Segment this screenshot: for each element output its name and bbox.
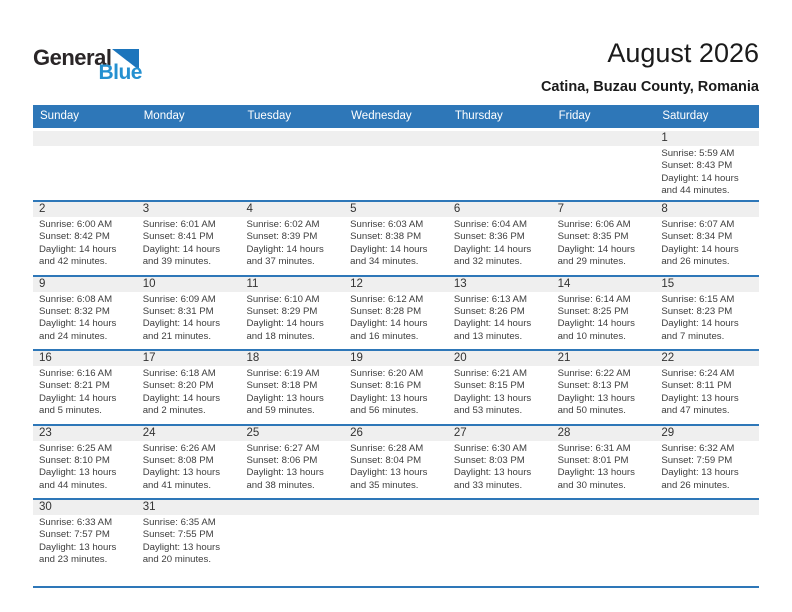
day-number: 23 — [39, 426, 52, 439]
day-detail-line: Sunrise: 6:15 AM — [661, 293, 735, 305]
day-detail-line: Sunrise: 6:16 AM — [39, 368, 113, 379]
day-number-band — [344, 131, 448, 146]
day-detail-line: Sunrise: 6:20 AM — [350, 368, 424, 379]
day-detail-line: Sunset: 8:16 PM — [350, 380, 422, 392]
day-detail-line: Daylight: 13 hours — [350, 392, 428, 404]
day-detail-line: and 7 minutes. — [661, 330, 725, 342]
day-detail-line: Sunset: 8:03 PM — [453, 454, 525, 466]
day-number: 27 — [453, 426, 467, 439]
day-detail-line: Sunrise: 6:31 AM — [557, 442, 631, 454]
empty-day-cell — [552, 131, 656, 200]
day-number-band — [344, 351, 448, 366]
weekday-friday: Friday — [558, 110, 591, 122]
day-detail-line: Sunrise: 6:28 AM — [350, 442, 424, 454]
day-detail-line: and 20 minutes. — [142, 554, 211, 566]
day-number-band — [33, 500, 137, 515]
day-details — [344, 441, 448, 493]
day-number-band — [33, 351, 137, 366]
day-details — [448, 292, 552, 344]
day-number-band — [448, 131, 552, 146]
day-number-band — [344, 277, 448, 292]
day-number-band — [33, 426, 137, 441]
day-details — [448, 366, 552, 418]
day-detail-line: Sunset: 8:43 PM — [661, 160, 733, 172]
day-detail-line: Daylight: 13 hours — [39, 467, 117, 479]
day-detail-line: Sunset: 8:04 PM — [350, 454, 422, 466]
day-number: 13 — [453, 277, 467, 290]
day-number-band — [552, 351, 656, 366]
day-detail-line: Daylight: 13 hours — [453, 467, 532, 479]
day-details — [448, 441, 552, 493]
day-detail-line: Sunset: 8:26 PM — [453, 305, 525, 317]
day-number: 28 — [557, 426, 571, 439]
day-detail-line: and 47 minutes. — [661, 405, 730, 417]
day-details — [552, 441, 656, 493]
day-number-band — [137, 351, 241, 366]
day-number-band — [655, 277, 759, 292]
weekday-monday: Monday — [143, 110, 185, 122]
day-cell — [552, 277, 656, 350]
day-cell — [33, 277, 137, 350]
day-details — [344, 366, 448, 418]
day-detail-line: and 33 minutes. — [453, 479, 523, 491]
day-number-band — [655, 426, 759, 441]
day-details — [552, 292, 656, 344]
day-number-band — [552, 277, 656, 292]
day-cell — [240, 277, 344, 350]
day-number: 12 — [350, 277, 363, 290]
general-blue-logo — [33, 46, 143, 85]
day-number: 30 — [39, 501, 52, 513]
day-detail-line: Daylight: 14 hours — [142, 243, 221, 255]
day-detail-line: Sunset: 8:23 PM — [661, 305, 733, 317]
day-number-band — [448, 351, 552, 366]
empty-day-cell — [240, 500, 344, 586]
day-details — [344, 217, 448, 269]
page-title: August 2026 — [607, 38, 759, 68]
weekday-header-row — [33, 105, 759, 128]
day-number-band — [448, 277, 552, 292]
day-detail-line: Sunrise: 6:04 AM — [453, 219, 527, 230]
day-cell — [137, 202, 241, 275]
day-cell — [448, 351, 552, 424]
day-detail-line: Sunset: 8:11 PM — [661, 380, 732, 392]
day-detail-line: and 50 minutes. — [557, 405, 626, 417]
day-detail-line: Sunset: 8:42 PM — [39, 231, 110, 243]
day-cell — [137, 277, 241, 350]
day-number: 20 — [453, 352, 467, 364]
day-cell — [137, 426, 241, 499]
day-detail-line: Daylight: 14 hours — [350, 318, 428, 330]
day-detail-line: and 35 minutes. — [350, 479, 419, 491]
day-detail-line: and 29 minutes. — [557, 256, 626, 268]
day-detail-line: Sunrise: 6:18 AM — [142, 368, 216, 379]
day-detail-line: Daylight: 13 hours — [39, 541, 117, 553]
day-details — [448, 217, 552, 269]
day-detail-line: Sunrise: 6:10 AM — [246, 293, 320, 305]
day-details — [240, 217, 344, 269]
day-detail-line: Sunrise: 6:21 AM — [453, 368, 527, 379]
day-detail-line: Sunrise: 6:30 AM — [453, 442, 527, 454]
day-number-band — [137, 500, 241, 515]
day-detail-line: Sunrise: 6:12 AM — [350, 293, 424, 305]
day-number-band — [137, 426, 241, 441]
day-detail-line: and 32 minutes. — [453, 256, 523, 268]
day-number-band — [655, 202, 759, 217]
day-details — [137, 292, 241, 344]
day-detail-line: Daylight: 13 hours — [142, 541, 221, 553]
day-cell — [552, 202, 656, 275]
logo-text-blue: Blue — [98, 61, 142, 84]
day-cell — [137, 351, 241, 424]
day-cell — [33, 351, 137, 424]
day-number-band — [448, 500, 552, 515]
day-number-band — [552, 500, 656, 515]
day-detail-line: and 23 minutes. — [39, 554, 108, 566]
day-number-band — [655, 131, 759, 146]
day-detail-line: Sunset: 7:59 PM — [661, 454, 733, 466]
day-detail-line: Daylight: 14 hours — [557, 318, 635, 330]
day-detail-line: Sunset: 7:55 PM — [142, 529, 214, 541]
day-details — [137, 217, 241, 269]
day-details — [137, 441, 241, 493]
empty-day-cell — [552, 500, 656, 586]
day-details — [344, 292, 448, 344]
day-number: 25 — [246, 426, 260, 439]
day-cell — [655, 426, 759, 499]
day-number-band — [344, 500, 448, 515]
day-number-band — [137, 202, 241, 217]
day-number: 24 — [142, 426, 156, 439]
day-detail-line: and 41 minutes. — [142, 479, 211, 491]
day-detail-line: Sunset: 7:57 PM — [39, 529, 110, 541]
day-detail-line: and 16 minutes. — [350, 330, 419, 342]
day-number-band — [33, 131, 137, 146]
day-detail-line: and 18 minutes. — [246, 330, 315, 342]
day-detail-line: Daylight: 14 hours — [142, 392, 221, 404]
day-cell — [448, 277, 552, 350]
day-detail-line: Sunset: 8:41 PM — [142, 231, 214, 243]
day-number: 21 — [557, 352, 571, 364]
day-detail-line: Sunset: 8:21 PM — [39, 380, 110, 392]
logo-text-general: General — [33, 45, 112, 70]
day-number: 16 — [39, 352, 52, 364]
day-detail-line: Sunrise: 6:25 AM — [39, 442, 113, 454]
day-detail-line: and 2 minutes. — [142, 405, 206, 417]
day-number: 14 — [557, 277, 571, 290]
day-number: 2 — [39, 203, 46, 215]
day-detail-line: and 21 minutes. — [142, 330, 211, 342]
day-cell — [655, 277, 759, 350]
day-number: 22 — [661, 352, 675, 364]
day-detail-line: Sunset: 8:38 PM — [350, 231, 422, 243]
empty-day-cell — [33, 131, 137, 200]
day-detail-line: Sunset: 8:15 PM — [453, 380, 525, 392]
week-row — [33, 424, 759, 499]
day-number-band — [655, 351, 759, 366]
day-detail-line: Sunset: 8:36 PM — [453, 231, 525, 243]
day-cell — [137, 500, 241, 586]
day-detail-line: Sunrise: 6:07 AM — [661, 219, 735, 230]
day-number: 8 — [661, 203, 668, 215]
day-detail-line: and 26 minutes. — [661, 256, 730, 268]
day-details — [655, 146, 759, 198]
day-details — [552, 366, 656, 418]
day-number-band — [448, 202, 552, 217]
day-number: 15 — [661, 277, 675, 290]
day-detail-line: and 10 minutes. — [557, 330, 626, 342]
weekday-wednesday: Wednesday — [351, 110, 412, 122]
calendar-table — [33, 105, 759, 588]
day-details — [240, 292, 344, 344]
day-details — [33, 441, 137, 493]
day-detail-line: Daylight: 14 hours — [661, 318, 739, 330]
day-detail-line: and 37 minutes. — [246, 256, 315, 268]
day-number: 6 — [453, 203, 461, 215]
day-detail-line: Daylight: 14 hours — [350, 243, 428, 255]
day-detail-line: Sunset: 8:20 PM — [142, 380, 214, 392]
day-detail-line: and 34 minutes. — [350, 256, 419, 268]
day-number-band — [240, 277, 344, 292]
day-detail-line: and 44 minutes. — [661, 185, 730, 197]
day-number-band — [240, 500, 344, 515]
day-detail-line: Sunrise: 6:35 AM — [142, 517, 216, 528]
day-detail-line: Daylight: 14 hours — [453, 318, 532, 330]
day-detail-line: Daylight: 14 hours — [246, 318, 324, 330]
empty-day-cell — [448, 500, 552, 586]
day-detail-line: Sunrise: 5:59 AM — [661, 148, 735, 159]
day-detail-line: Sunset: 8:18 PM — [246, 380, 318, 392]
day-details — [33, 366, 137, 418]
day-number: 11 — [246, 277, 259, 290]
day-detail-line: Sunset: 8:13 PM — [557, 380, 629, 392]
empty-day-cell — [344, 500, 448, 586]
day-number-band — [655, 500, 759, 515]
day-number-band — [33, 277, 137, 292]
day-details — [33, 292, 137, 344]
day-cell — [33, 500, 137, 586]
day-number: 9 — [39, 277, 46, 290]
day-cell — [240, 202, 344, 275]
day-number-band — [448, 426, 552, 441]
week-row — [33, 128, 759, 200]
day-detail-line: Daylight: 13 hours — [557, 467, 635, 479]
calendar-grid — [33, 128, 759, 588]
day-detail-line: Sunrise: 6:24 AM — [661, 368, 735, 379]
day-cell — [552, 426, 656, 499]
day-cell — [344, 277, 448, 350]
day-detail-line: Daylight: 14 hours — [246, 243, 324, 255]
weekday-thursday: Thursday — [454, 110, 503, 122]
day-number-band — [552, 131, 656, 146]
day-detail-line: and 30 minutes. — [557, 479, 626, 491]
page-subtitle: Catina, Buzau County, Romania — [540, 79, 759, 95]
day-detail-line: Sunset: 8:32 PM — [39, 305, 110, 317]
day-number: 31 — [142, 501, 156, 513]
day-cell — [448, 426, 552, 499]
empty-day-cell — [344, 131, 448, 200]
week-row — [33, 275, 759, 350]
day-details — [552, 217, 656, 269]
day-details — [655, 441, 759, 493]
day-detail-line: Daylight: 13 hours — [661, 392, 739, 404]
empty-day-cell — [448, 131, 552, 200]
day-detail-line: Sunrise: 6:03 AM — [350, 219, 424, 230]
day-details — [240, 441, 344, 493]
day-detail-line: and 39 minutes. — [142, 256, 211, 268]
day-detail-line: Sunset: 8:25 PM — [557, 305, 629, 317]
week-row — [33, 349, 759, 424]
day-number-band — [552, 202, 656, 217]
day-detail-line: Sunrise: 6:26 AM — [142, 442, 216, 454]
day-detail-line: and 53 minutes. — [453, 405, 523, 417]
day-detail-line: Daylight: 14 hours — [661, 172, 739, 184]
weekday-tuesday: Tuesday — [247, 110, 292, 122]
weekday-sunday: Sunday — [40, 110, 80, 122]
day-detail-line: and 56 minutes. — [350, 405, 419, 417]
weekday-saturday: Saturday — [662, 110, 709, 122]
day-detail-line: and 26 minutes. — [661, 479, 730, 491]
day-number-band — [137, 131, 241, 146]
day-details — [655, 366, 759, 418]
day-details — [33, 217, 137, 269]
day-detail-line: Sunset: 8:34 PM — [661, 231, 733, 243]
day-number-band — [33, 202, 137, 217]
day-detail-line: Sunrise: 6:00 AM — [39, 219, 113, 230]
empty-day-cell — [240, 131, 344, 200]
day-detail-line: and 59 minutes. — [246, 405, 315, 417]
day-detail-line: Sunset: 8:06 PM — [246, 454, 318, 466]
week-row — [33, 200, 759, 275]
day-detail-line: Sunrise: 6:06 AM — [557, 219, 631, 230]
day-detail-line: Sunrise: 6:33 AM — [39, 517, 113, 528]
day-details — [655, 217, 759, 269]
day-detail-line: Sunset: 8:31 PM — [142, 305, 214, 317]
day-cell — [240, 351, 344, 424]
day-detail-line: Daylight: 13 hours — [661, 467, 739, 479]
day-number: 4 — [246, 203, 253, 215]
day-cell — [33, 202, 137, 275]
day-cell — [448, 202, 552, 275]
day-detail-line: Sunrise: 6:14 AM — [557, 293, 631, 305]
day-number-band — [240, 202, 344, 217]
day-detail-line: Daylight: 14 hours — [453, 243, 532, 255]
day-detail-line: Sunrise: 6:19 AM — [246, 368, 320, 379]
empty-day-cell — [655, 500, 759, 586]
day-details — [137, 515, 241, 567]
day-number-band — [240, 131, 344, 146]
day-cell — [344, 426, 448, 499]
empty-day-cell — [137, 131, 241, 200]
day-number: 18 — [246, 352, 260, 364]
day-detail-line: Sunrise: 6:32 AM — [661, 442, 735, 454]
day-cell — [240, 426, 344, 499]
day-detail-line: Daylight: 13 hours — [557, 392, 635, 404]
day-detail-line: Daylight: 13 hours — [350, 467, 428, 479]
day-detail-line: Daylight: 14 hours — [142, 318, 221, 330]
day-detail-line: Sunset: 8:28 PM — [350, 305, 422, 317]
day-detail-line: Sunrise: 6:27 AM — [246, 442, 320, 454]
day-detail-line: Daylight: 14 hours — [661, 243, 739, 255]
day-cell — [344, 351, 448, 424]
day-details — [33, 515, 137, 567]
day-number-band — [552, 426, 656, 441]
day-detail-line: and 13 minutes. — [453, 330, 523, 342]
week-row — [33, 498, 759, 586]
day-number: 19 — [350, 352, 363, 364]
day-detail-line: Sunrise: 6:01 AM — [142, 219, 216, 230]
day-details — [240, 366, 344, 418]
day-cell — [552, 351, 656, 424]
day-detail-line: Sunset: 8:29 PM — [246, 305, 318, 317]
day-cell — [655, 202, 759, 275]
day-number-band — [344, 426, 448, 441]
day-detail-line: Daylight: 13 hours — [246, 392, 324, 404]
day-detail-line: and 42 minutes. — [39, 256, 108, 268]
day-detail-line: Sunrise: 6:13 AM — [453, 293, 527, 305]
day-detail-line: Sunset: 8:01 PM — [557, 454, 629, 466]
day-number-band — [344, 202, 448, 217]
day-number: 29 — [661, 426, 675, 439]
day-detail-line: and 5 minutes. — [39, 405, 102, 417]
day-detail-line: Daylight: 13 hours — [246, 467, 324, 479]
day-detail-line: Sunrise: 6:22 AM — [557, 368, 631, 379]
day-cell — [344, 202, 448, 275]
day-detail-line: Daylight: 13 hours — [142, 467, 221, 479]
day-detail-line: Daylight: 13 hours — [453, 392, 532, 404]
day-number: 3 — [142, 203, 150, 215]
day-detail-line: Sunrise: 6:09 AM — [142, 293, 216, 305]
day-detail-line: Daylight: 14 hours — [39, 392, 117, 404]
day-number: 1 — [661, 132, 668, 144]
day-number-band — [137, 277, 241, 292]
day-detail-line: Daylight: 14 hours — [39, 243, 117, 255]
day-detail-line: Sunset: 8:35 PM — [557, 231, 629, 243]
day-cell — [655, 351, 759, 424]
day-cell — [655, 131, 759, 200]
day-detail-line: Sunset: 8:08 PM — [142, 454, 214, 466]
day-number: 26 — [350, 426, 363, 439]
day-detail-line: Daylight: 14 hours — [557, 243, 635, 255]
day-number-band — [240, 426, 344, 441]
day-number: 7 — [557, 203, 564, 215]
day-number: 17 — [142, 352, 156, 364]
day-number: 10 — [142, 277, 156, 290]
day-details — [137, 366, 241, 418]
day-detail-line: Daylight: 14 hours — [39, 318, 117, 330]
day-detail-line: Sunrise: 6:08 AM — [39, 293, 113, 305]
day-detail-line: and 44 minutes. — [39, 479, 108, 491]
day-detail-line: and 38 minutes. — [246, 479, 315, 491]
day-cell — [33, 426, 137, 499]
day-details — [655, 292, 759, 344]
day-detail-line: Sunrise: 6:02 AM — [246, 219, 320, 230]
day-number: 5 — [350, 203, 357, 215]
day-detail-line: and 24 minutes. — [39, 330, 108, 342]
day-detail-line: Sunset: 8:39 PM — [246, 231, 318, 243]
day-detail-line: Sunset: 8:10 PM — [39, 454, 110, 466]
day-number-band — [240, 351, 344, 366]
